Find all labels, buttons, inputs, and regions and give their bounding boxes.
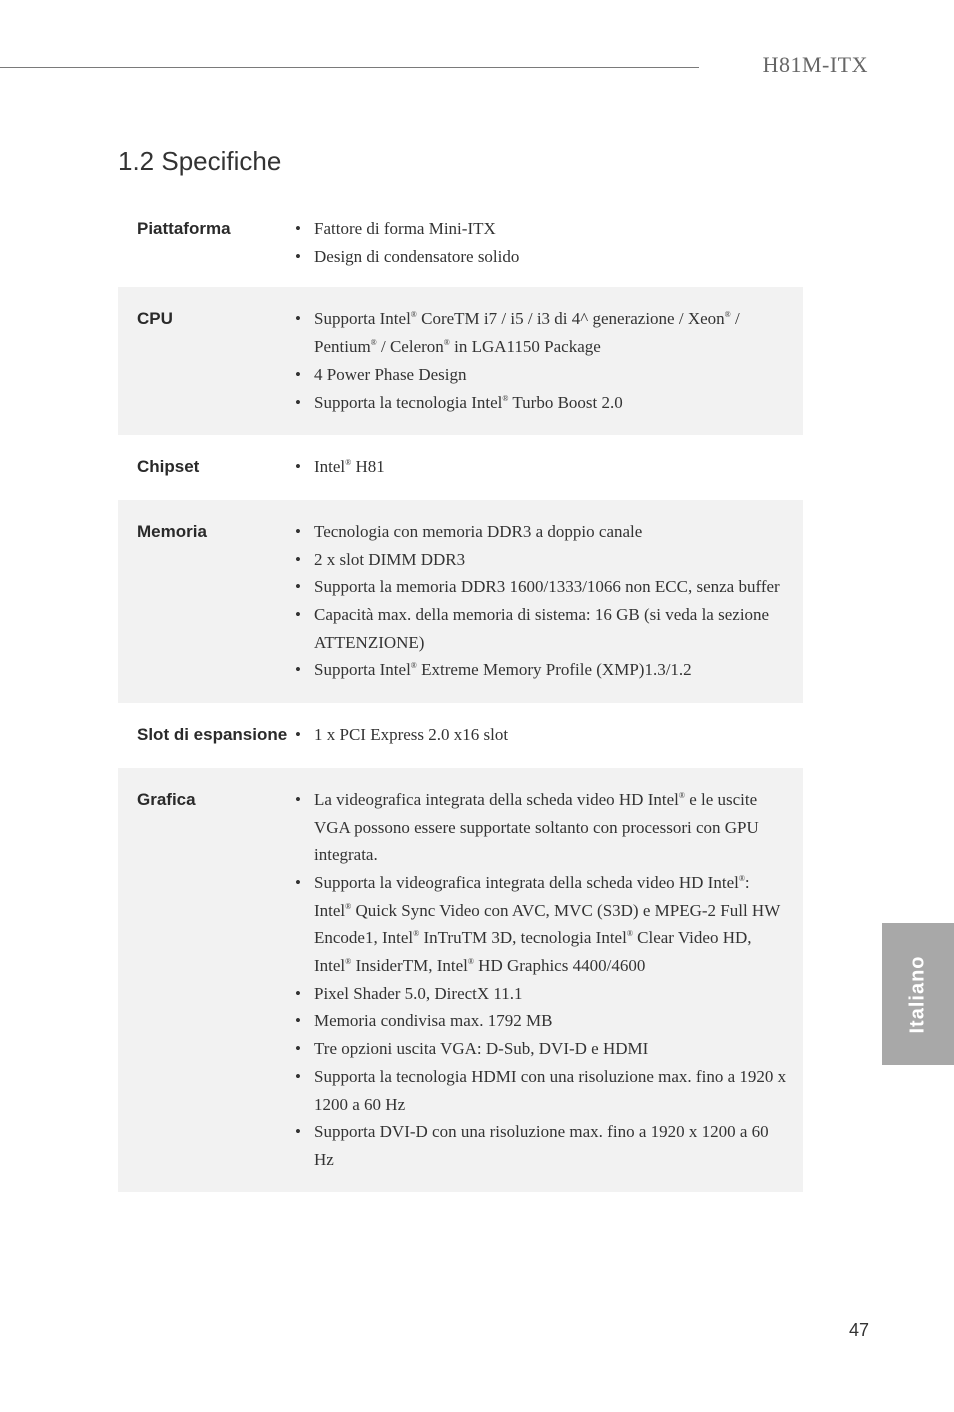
registered-mark: ® (626, 929, 633, 939)
spec-item (295, 546, 803, 574)
spec-table (118, 197, 803, 1192)
spec-item-text: 4 Power Phase Design (314, 364, 467, 384)
spec-item-text: H81 (351, 457, 385, 477)
spec-item-text: 1 x PCI Express 2.0 x16 slot (314, 725, 509, 745)
registered-mark: ® (443, 338, 450, 348)
spec-item (295, 601, 803, 656)
registered-mark: ® (370, 338, 377, 348)
spec-item-text: Supporta DVI-D con una risoluzione max. fino a 1920 x 1200 a 60 Hz (314, 1122, 769, 1169)
spec-item-text: Turbo Boost 2.0 (508, 392, 623, 412)
spec-row-chipset (118, 435, 803, 500)
spec-items (295, 786, 803, 1174)
spec-item (295, 389, 803, 417)
spec-item-text: / Celeron (376, 337, 444, 357)
spec-label: Chipset (137, 457, 200, 477)
registered-mark: ® (467, 957, 474, 967)
spec-item (295, 786, 803, 869)
spec-item (295, 1063, 803, 1118)
registered-mark: ® (678, 790, 685, 800)
spec-item-text: Tre opzioni uscita VGA: D-Sub, DVI-D e HDMI (314, 1039, 649, 1059)
spec-row-memoria (118, 500, 803, 703)
spec-item-text: Capacità max. della memoria di sistema: 16 GB (si veda la sezione ATTENZIONE) (314, 605, 770, 652)
spec-item-text: e le uscite VGA possono essere supportate soltanto con processori con GPU integrata. (314, 789, 759, 865)
spec-item-text: HD Graphics 4400/4600 (473, 956, 646, 976)
spec-item (295, 518, 803, 546)
spec-items (295, 215, 803, 270)
registered-mark: ® (502, 393, 509, 403)
spec-item (295, 215, 803, 243)
spec-item-text: Extreme Memory Profile (XMP)1.3/1.2 (416, 660, 692, 680)
spec-item-text: InsiderTM, Intel (351, 956, 468, 976)
spec-items (295, 453, 803, 481)
spec-item-text: CoreTM i7 / i5 / i3 di 4^ generazione / Xeon (416, 309, 725, 329)
model-name: H81M-ITX (762, 52, 868, 77)
spec-item-text: Intel (314, 457, 346, 477)
registered-mark: ® (410, 661, 417, 671)
spec-row-cpu (118, 287, 803, 435)
spec-item-text: Supporta la videografica integrata della scheda video HD Intel (314, 872, 739, 892)
registered-mark: ® (345, 458, 352, 468)
spec-item-text: Supporta Intel (314, 309, 411, 329)
language-side-tab (882, 923, 954, 1065)
spec-row-grafica (118, 768, 803, 1192)
spec-row-piattaforma (118, 197, 803, 287)
spec-item (295, 869, 803, 980)
spec-item (295, 1118, 803, 1173)
spec-item (295, 243, 803, 271)
spec-item-text: Supporta Intel (314, 660, 411, 680)
spec-item-text: La videografica integrata della scheda video HD Intel (314, 789, 679, 809)
spec-item-text: : Intel (314, 872, 750, 920)
spec-label: CPU (137, 309, 173, 329)
registered-mark: ® (410, 310, 417, 320)
spec-item-text: 2 x slot DIMM DDR3 (314, 549, 466, 569)
spec-item (295, 721, 803, 749)
spec-row-slot-di-espansione (118, 703, 803, 768)
spec-item-text: Supporta la tecnologia HDMI con una risoluzione max. fino a 1920 x 1200 a 60 Hz (314, 1066, 787, 1114)
spec-item-text: Supporta la memoria DDR3 1600/1333/1066 non ECC, senza buffer (314, 577, 780, 597)
spec-item (295, 1035, 803, 1063)
spec-item-text: Clear Video HD, Intel (314, 928, 752, 976)
spec-item-text: in LGA1150 Package (449, 337, 601, 357)
spec-item-text: Pixel Shader 5.0, DirectX 11.1 (314, 983, 523, 1003)
spec-item (295, 573, 803, 601)
page-number: 47 (848, 1320, 869, 1340)
spec-label: Piattaforma (137, 219, 231, 238)
spec-items (295, 305, 803, 416)
header-rule (0, 67, 699, 68)
spec-item (295, 656, 803, 684)
spec-label: Slot di espansione (137, 725, 288, 745)
registered-mark: ® (345, 957, 352, 967)
spec-items (295, 518, 803, 684)
spec-label: Memoria (137, 521, 207, 541)
registered-mark: ® (413, 929, 420, 939)
spec-item (295, 453, 803, 481)
spec-item (295, 1007, 803, 1035)
spec-item (295, 980, 803, 1008)
spec-item-text: InTruTM 3D, tecnologia Intel (419, 928, 627, 948)
spec-item (295, 361, 803, 389)
spec-item-text: Design di condensatore solido (314, 246, 520, 266)
spec-item-text: / Pentium (314, 309, 740, 357)
language-side-tab-label: Italiano (906, 954, 929, 1034)
spec-item (295, 305, 803, 360)
spec-item-text: Quick Sync Video con AVC, MVC (S3D) e MPEG-2 Full HW Encode1, Intel (314, 900, 780, 948)
spec-item-text: Memoria condivisa max. 1792 MB (314, 1011, 553, 1031)
spec-item-text: Fattore di forma Mini-ITX (314, 219, 496, 238)
section-title: 1.2 Specifiche (118, 146, 282, 176)
spec-item-text: Supporta la tecnologia Intel (314, 392, 503, 412)
spec-label: Grafica (137, 789, 196, 809)
registered-mark: ® (345, 901, 352, 911)
spec-item-text: Tecnologia con memoria DDR3 a doppio canale (314, 521, 643, 541)
spec-items (295, 721, 803, 749)
registered-mark: ® (738, 873, 745, 883)
registered-mark: ® (724, 310, 731, 320)
